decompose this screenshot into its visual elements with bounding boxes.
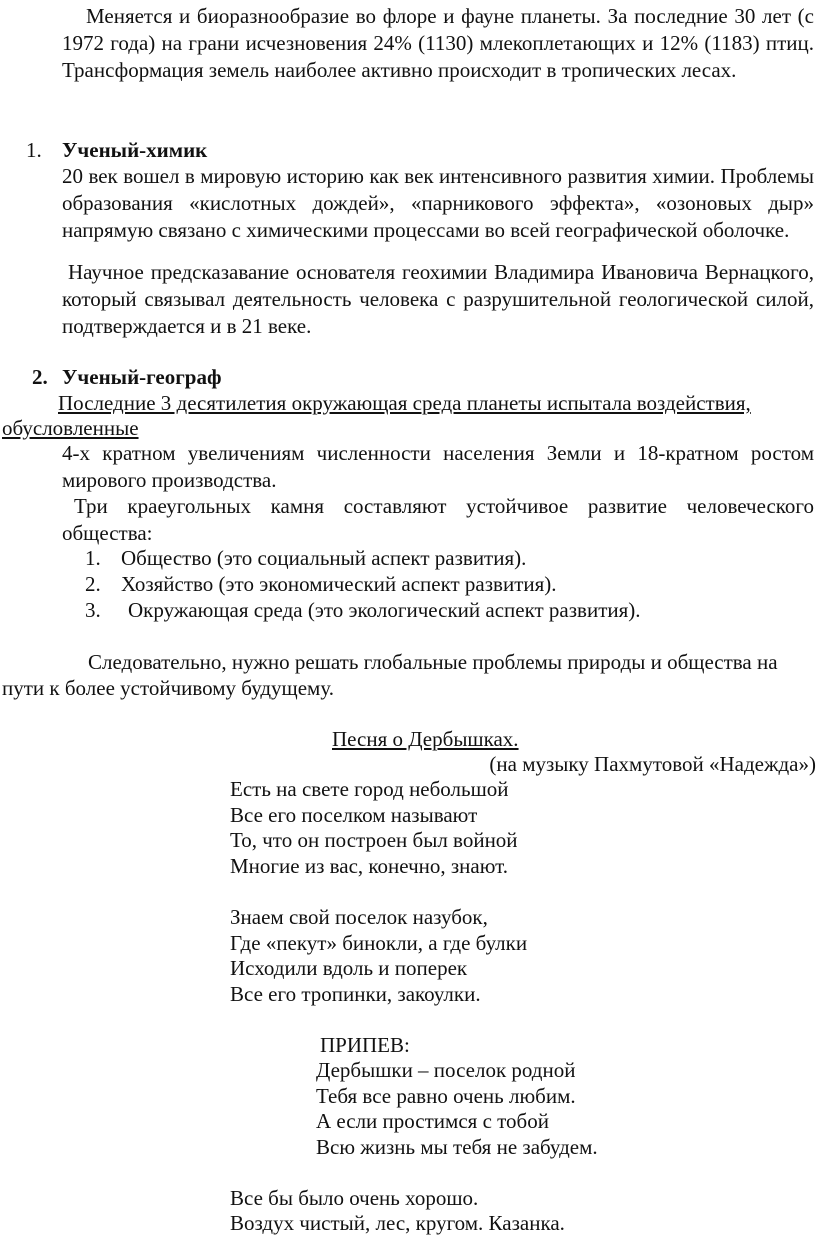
section1-paragraph-1: 20 век вошел в мировую историю как век интенсивного развития химии. Проблемы образования «кислотных дождей», «парникового эффекта», «озоновых дыр» напрямую связано с химическими процессами во всей географической оболочке. [62, 164, 814, 242]
verse-line: Воздух чистый, лес, кругом. Казанка. [230, 1211, 565, 1235]
verse-line: Есть на свете город небольшой [230, 777, 509, 801]
section1-title: Ученый-химик [62, 138, 208, 162]
song-title: Песня о Дербышках. [332, 727, 519, 751]
conclusion-line-2: пути к более устойчивому будущему. [2, 676, 334, 700]
list-item-1-text: Общество (это социальный аспект развития). [121, 546, 527, 570]
section2-paragraph-2: Три краеугольных камня составляют устойчивое развитие человеческого общества: [62, 494, 814, 545]
conclusion-line-1: Следовательно, нужно решать глобальные проблемы природы и общества на [88, 650, 778, 674]
section2-title: Ученый-географ [62, 365, 222, 389]
section1-paragraph-2: Научное предсказавание основателя геохимии Владимира Ивановича Вернацкого, который связывал деятельность человека с разрушительной геологической силой, подтверждается и в 21 веке. [62, 260, 814, 338]
verse-line: Многие из вас, конечно, знают. [230, 854, 508, 878]
chorus-line: Дербышки – поселок родной [316, 1058, 576, 1082]
list-item-3-number: 3. [85, 598, 101, 622]
list-item-2-number: 2. [85, 572, 101, 596]
verse-line: Все его поселком называют [230, 803, 478, 827]
intro-paragraph: Меняется и биоразнообразие во флоре и фауне планеты. За последние 30 лет (с 1972 года) на грани исчезновения 24% (1130) млекоплетающих и 12% (1183) птиц. Трансформация земель наиболее активно происходит в тропических лесах. [62, 4, 814, 82]
list-item-1-number: 1. [85, 546, 101, 570]
song-subtitle: (на музыку Пахмутовой «Надежда») [489, 752, 816, 776]
verse-line: Где «пекут» бинокли, а где булки [230, 931, 528, 955]
chorus-line: А если простимся с тобой [316, 1109, 549, 1133]
section2-lead-line-2: обусловленные [2, 416, 139, 440]
chorus-line: Тебя все равно очень любим. [316, 1084, 576, 1108]
verse-line: Все бы было очень хорошо. [230, 1186, 479, 1210]
list-item-3-text: Окружающая среда (это экологический аспект развития). [128, 598, 641, 622]
list-item-2-text: Хозяйство (это экономический аспект развития). [121, 572, 557, 596]
chorus-label: ПРИПЕВ: [320, 1033, 410, 1057]
verse-line: Все его тропинки, закоулки. [230, 982, 481, 1006]
verse-line: Исходили вдоль и поперек [230, 956, 468, 980]
chorus-line: Всю жизнь мы тебя не забудем. [316, 1135, 598, 1159]
section2-lead-line-1: Последние 3 десятилетия окружающая среда планеты испытала воздействия, [58, 391, 751, 415]
section2-paragraph-1: 4-х кратном увеличениям численности населения Земли и 18-кратном ростом мирового производства. [62, 441, 814, 492]
verse-line: То, что он построен был войной [230, 828, 518, 852]
section2-number: 2. [32, 365, 48, 389]
section1-number: 1. [26, 138, 42, 162]
verse-line: Знаем свой поселок назубок, [230, 905, 488, 929]
